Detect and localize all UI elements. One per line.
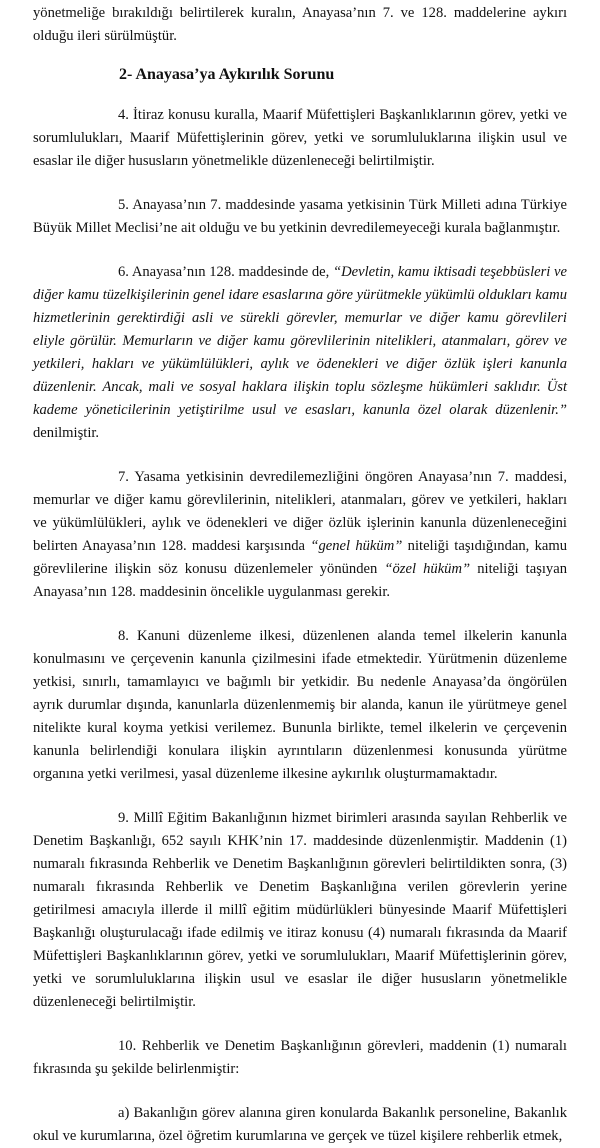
paragraph-8: 8. Kanuni düzenleme ilkesi, düzenlenen alanda temel ilkelerin kanunla konulmasını ve çerçevenin kanunla çizilmesini ifade etmektedir. Yürütmenin düzenleme yetkisi, sınırlı, tamamlayıcı ve bağımlı bir yetkidir. Bu nedenle Anayasa’da öngörülen ayrık durumlar dışında, kanunlarla düzenlenmemiş bir alanda, kanun ile yürütmeye genel nitelikte kural koyma yetkisi verilemez. Bununla birlikte, temel ilkelerin ve çerçevenin kanunla belirlendiği konulara ilişkin ayrıntıların düzenlenmesi konusunda yürütme organına yetki verilmesi, yasal düzenleme ilkesine aykırılık oluşturmamaktadır. — [33, 628, 567, 782]
paragraph-6-outro: denilmiştir. — [33, 425, 100, 441]
paragraph-5: 5. Anayasa’nın 7. maddesinde yasama yetkisinin Türk Milleti adına Türkiye Büyük Millet Meclisi’ne ait olduğu ve bu yetkinin devredilemeyeceği kurala bağlanmıştır. — [33, 197, 567, 236]
paragraph-4: 4. İtiraz konusu kuralla, Maarif Müfettişleri Başkanlıklarının görev, yetki ve sorumlulukları, Maarif Müfettişlerinin görev, yetki ve sorumluluklarına ilişkin usul ve esaslar ile diğer hususların yönetmelikle düzenleneceği belirtilmiştir. — [33, 107, 567, 169]
paragraph-6-quote: “Devletin, kamu iktisadi teşebbüsleri ve diğer kamu tüzelkişilerinin genel idare esaslarına göre yürütmekle yükümlü oldukları kamu hizmetlerinin gerektirdiği asli ve sürekli görevler, memurlar ve diğer kamu görevlileri eliyle görülür. Memurların ve diğer kamu görevlilerinin nitelikleri, atanmaları, görev ve yetkileri, hakları ve yükümlülükleri, aylık ve ödenekleri ve diğer özlük işleri kanunla düzenlenir. Ancak, mali ve sosyal haklara ilişkin toplu sözleşme hükümleri saklıdır. Üst kademe yöneticilerinin yetiştirilme usul ve esasları, kanunla özel olarak düzenlenir.” — [33, 264, 567, 418]
paragraph-7-part-c: niteliği taşıdığından, kamu görevlilerine ilişkin söz konusu düzenlemeler yönünden — [33, 538, 567, 577]
paragraph-6-intro: 6. Anayasa’nın 128. maddesinde de, — [118, 264, 333, 280]
paragraph-10: 10. Rehberlik ve Denetim Başkanlığının görevleri, maddenin (1) numaralı fıkrasında şu şekilde belirlenmiştir: — [33, 1038, 567, 1077]
paragraph-9: 9. Millî Eğitim Bakanlığının hizmet birimleri arasında sayılan Rehberlik ve Denetim Başkanlığı, 652 sayılı KHK’nin 17. maddesinde düzenlenmiştir. Maddenin (1) numaralı fıkrasında Rehberlik ve Denetim Başkanlığının görevleri belirtildikten sonra, (3) numaralı fıkrasında Rehberlik ve Denetim Başkanlığına verilen görevlerin yerine getirilmesi amacıyla illerde il millî eğitim müdürlükleri bünyesinde Maarif Müfettişleri Başkanlığı oluşturulacağı ifade edilmiş ve itiraz konusu (4) numaralı fıkrasında da Maarif Müfettişleri Başkanlıklarının görev, yetki ve sorumlulukları, Maarif Müfettişlerinin görev, yetki ve sorumluluklarına ilişkin usul ve esaslar ile diğer hususların yönetmelikle düzenleneceği belirtilmiştir. — [33, 810, 567, 1010]
paragraph-7 — [33, 466, 567, 604]
paragraph-a: a) Bakanlığın görev alanına giren konularda Bakanlık personeline, Bakanlık okul ve kurumlarına, özel öğretim kurumlarına ve gerçek ve tüzel kişilere rehberlik etmek, — [33, 1105, 567, 1144]
section-heading: 2- Anayasa’ya Aykırılık Sorunu — [119, 66, 335, 83]
paragraph-7-part-e: niteliği taşıyan Anayasa’nın 128. maddesinin öncelikle uygulanması gerekir. — [33, 561, 568, 600]
paragraph-continued: yönetmeliğe bırakıldığı belirtilerek kuralın, Anayasa’nın 7. ve 128. maddelerine aykırı olduğu ileri sürülmüştür. — [33, 5, 567, 44]
paragraph-7-term-general: “genel hüküm” — [310, 538, 403, 554]
paragraph-6 — [33, 261, 567, 445]
paragraph-7-part-a: 7. Yasama yetkisinin devredilemezliğini öngören Anayasa’nın 7. maddesi, memurlar ve diğer kamu görevlilerinin, nitelikleri, atanmaları, görev ve yetkileri, hakları ve yükümlülükleri, aylık ve ödenekleri ve diğer özlük işlerinin kanunla düzenleneceğini belirten Anayasa’nın 128. maddesi karşısında — [33, 469, 567, 554]
paragraph-7-term-special: “özel hüküm” — [384, 561, 471, 577]
